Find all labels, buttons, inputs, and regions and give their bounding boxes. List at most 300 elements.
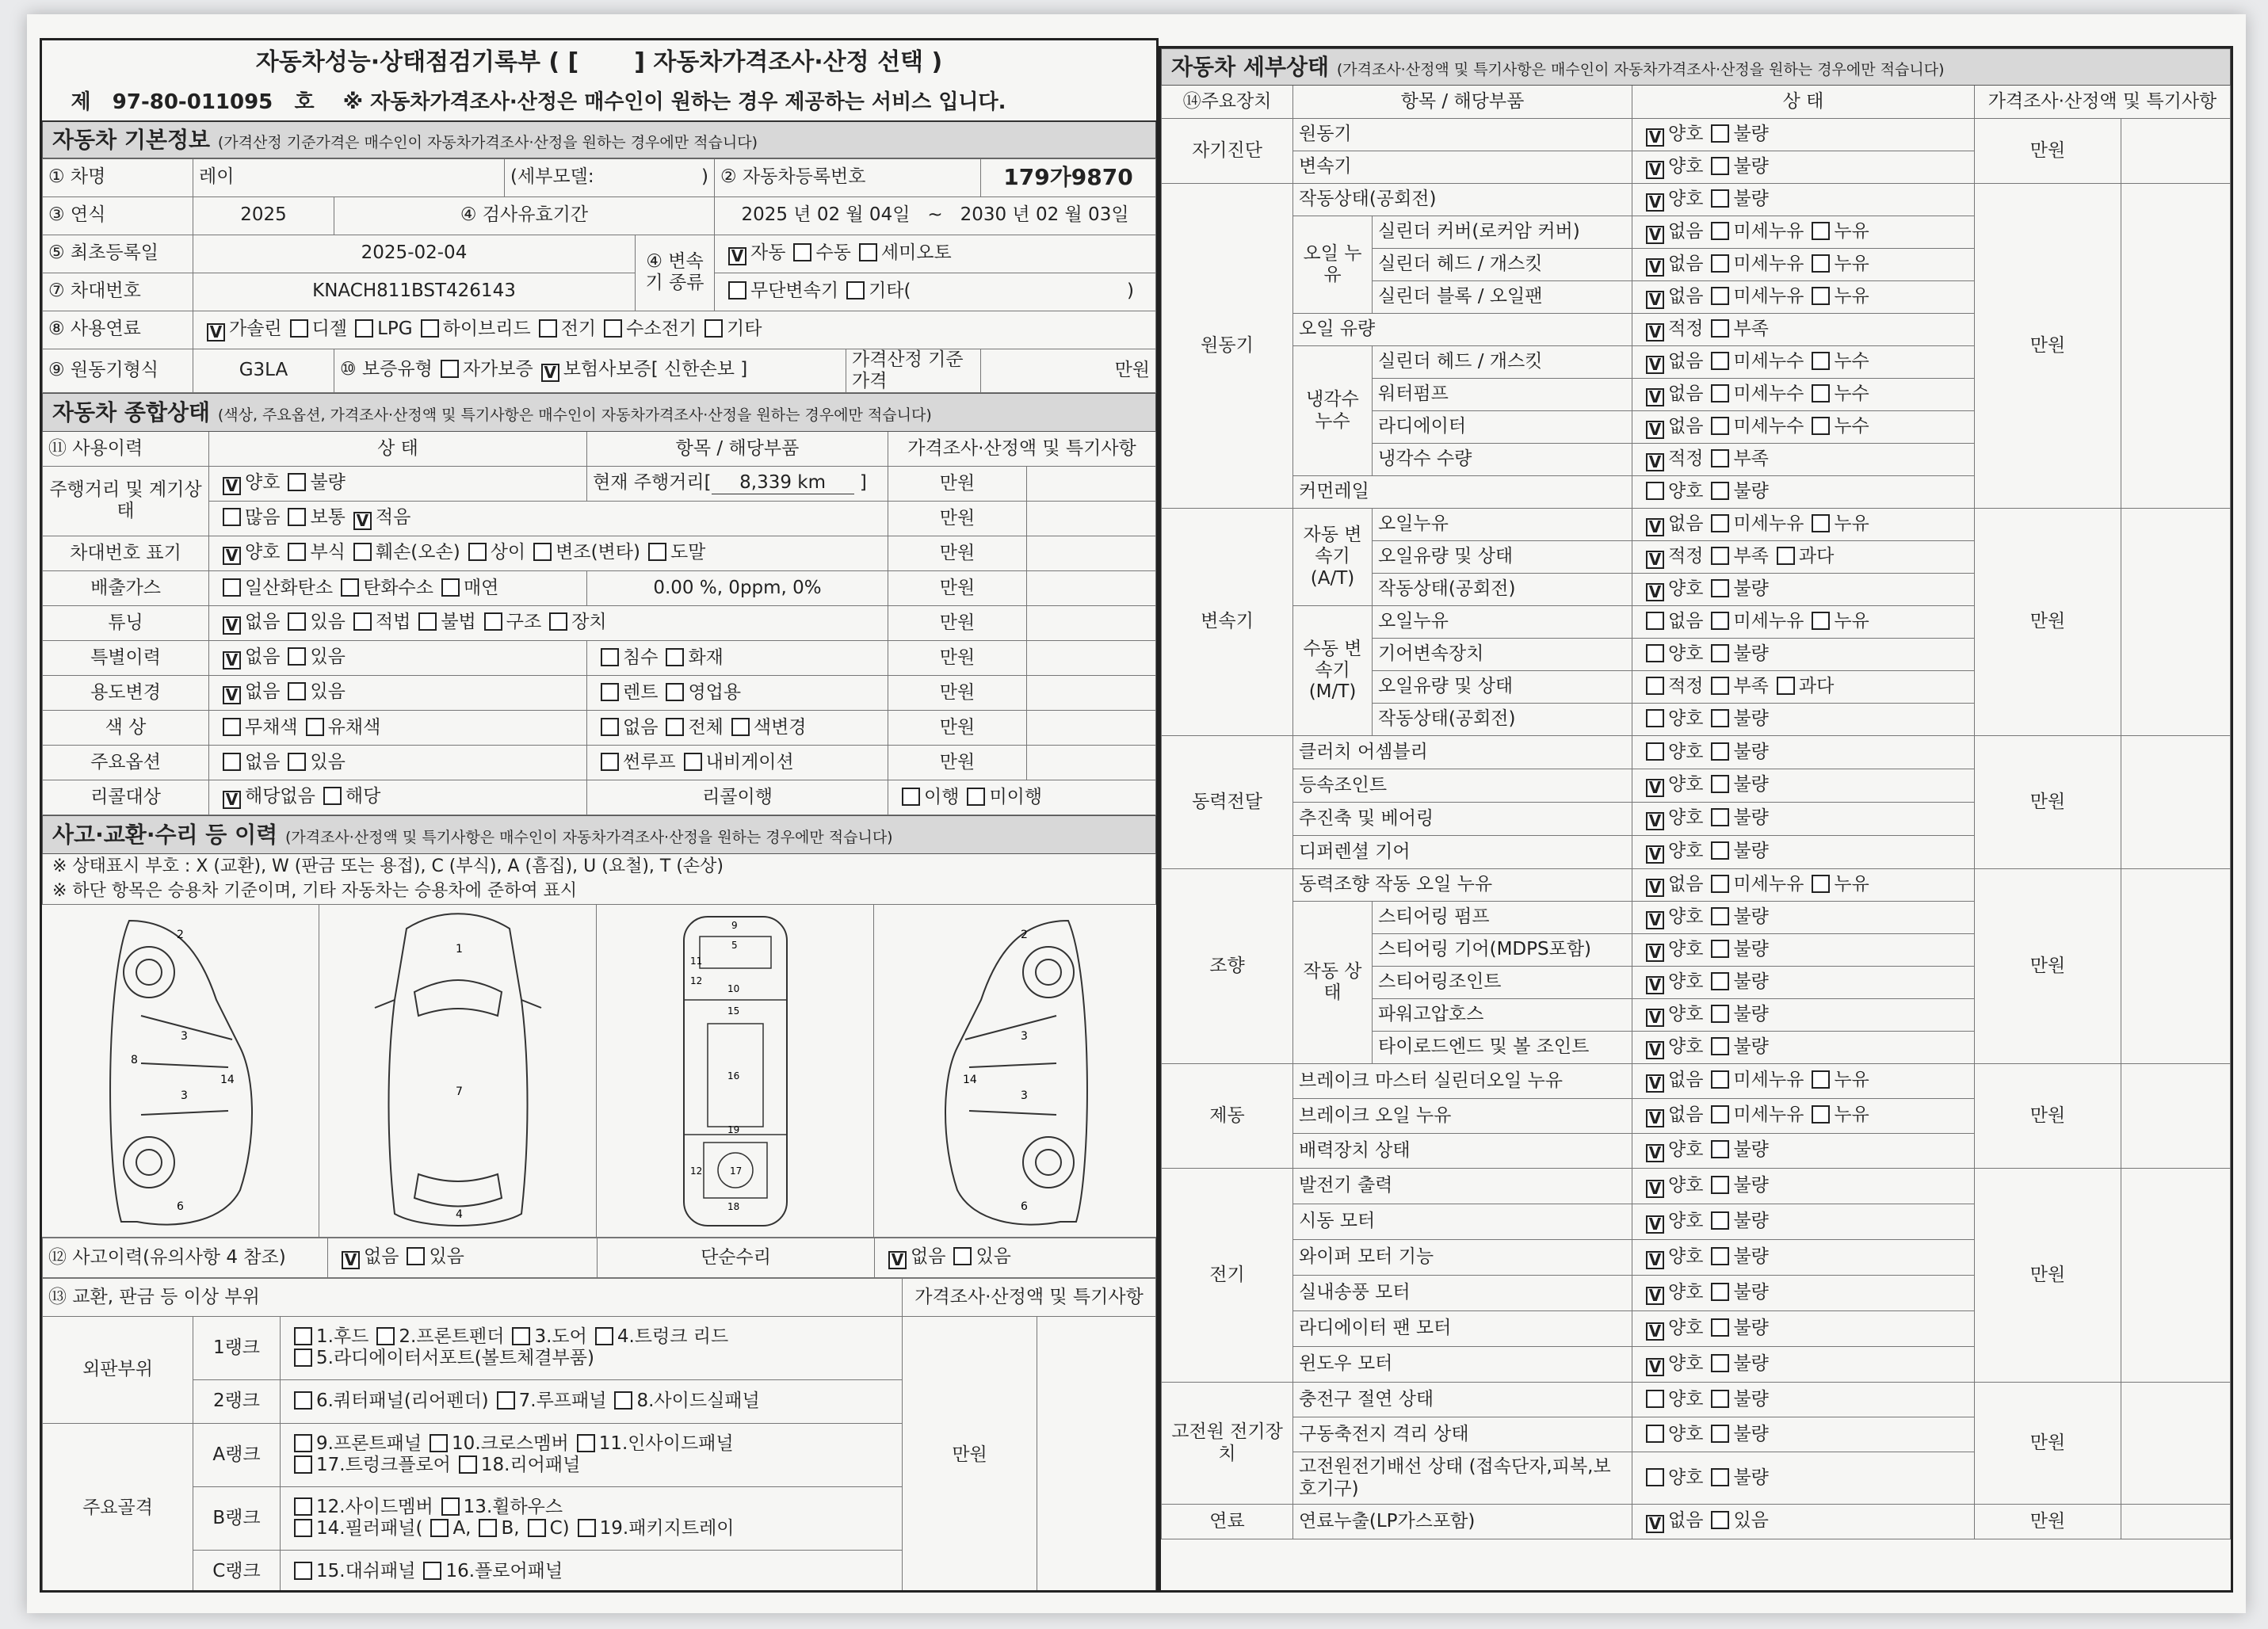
option-label: 없음	[1668, 285, 1704, 307]
option-label: 가솔린	[229, 318, 282, 339]
checkbox[interactable]	[1711, 1318, 1729, 1337]
option	[1638, 906, 1703, 927]
option-label: 부족	[1733, 545, 1769, 567]
checkbox[interactable]	[294, 1562, 312, 1580]
checkbox[interactable]: V	[1646, 879, 1664, 897]
option	[1703, 1389, 1768, 1410]
detail-status	[1632, 379, 1975, 411]
checkbox[interactable]	[1812, 254, 1830, 273]
checkbox[interactable]	[1711, 124, 1729, 143]
checkbox[interactable]	[1711, 1468, 1729, 1486]
checkbox[interactable]	[1812, 384, 1830, 402]
checkbox[interactable]: V	[1646, 1180, 1664, 1198]
checkbox[interactable]: V	[223, 791, 241, 809]
checkbox[interactable]	[1646, 1425, 1664, 1443]
steering-op-label: 작동 상태	[1293, 902, 1373, 1064]
option	[676, 752, 794, 773]
detail-status	[1632, 1032, 1975, 1064]
checkbox[interactable]	[1711, 1105, 1729, 1124]
option	[280, 542, 345, 563]
checkbox[interactable]	[1711, 352, 1729, 370]
checkbox[interactable]	[512, 1327, 530, 1345]
checkbox[interactable]	[1711, 1140, 1729, 1158]
checkbox[interactable]	[294, 1349, 312, 1367]
option-label: 없음	[911, 1246, 946, 1267]
option-label: 없음	[245, 681, 281, 702]
checkbox[interactable]: V	[1646, 258, 1664, 277]
checkbox[interactable]	[497, 1391, 515, 1410]
checkbox[interactable]	[353, 612, 372, 631]
vin-mark-opts	[209, 536, 888, 570]
checkbox[interactable]: V	[1646, 1009, 1664, 1027]
checkbox[interactable]: V	[1646, 193, 1664, 212]
checkbox[interactable]: V	[1646, 583, 1664, 601]
detail-price-unit: 만원	[1975, 1383, 2121, 1505]
option	[1638, 1210, 1704, 1234]
checkbox[interactable]	[418, 612, 437, 631]
checkbox[interactable]	[578, 1519, 596, 1537]
checkbox[interactable]	[1711, 742, 1729, 761]
checkbox[interactable]	[577, 1434, 595, 1452]
option-label: 양호	[1668, 807, 1704, 828]
checkbox[interactable]	[601, 648, 619, 666]
checkbox[interactable]	[846, 281, 865, 299]
detail-item: 타이로드엔드 및 볼 조인트	[1373, 1032, 1632, 1064]
checkbox[interactable]	[1711, 612, 1729, 630]
checkbox[interactable]	[459, 1455, 477, 1474]
checkbox[interactable]	[684, 753, 702, 771]
checkbox[interactable]	[1711, 482, 1729, 500]
checkbox[interactable]	[288, 647, 306, 666]
checkbox[interactable]	[223, 718, 241, 736]
num-label: 10	[727, 982, 740, 994]
option-label: 탄화수소	[363, 577, 433, 598]
checkbox[interactable]: V	[223, 616, 241, 635]
fuel-options	[193, 311, 1156, 349]
checkbox[interactable]	[441, 1497, 460, 1516]
checkbox[interactable]: V	[1646, 1322, 1664, 1341]
checkbox[interactable]	[430, 1434, 448, 1452]
checkbox[interactable]	[1646, 1390, 1664, 1408]
checkbox[interactable]: V	[728, 247, 746, 265]
checkbox[interactable]	[1646, 482, 1664, 500]
checkbox[interactable]	[1711, 1005, 1729, 1023]
option-label: 자가보증	[462, 359, 533, 380]
option-label: 없음	[1668, 383, 1704, 404]
checkbox[interactable]	[294, 1455, 312, 1474]
checkbox[interactable]: V	[1646, 161, 1664, 179]
option	[1703, 1424, 1768, 1444]
option-label: 있음	[429, 1246, 464, 1267]
option-label: 불량	[1733, 1174, 1769, 1196]
checkbox[interactable]	[1646, 742, 1664, 761]
option-label: 누유	[1834, 253, 1869, 274]
checkbox[interactable]	[595, 1327, 613, 1345]
option	[346, 507, 410, 528]
option	[720, 280, 838, 301]
checkbox[interactable]	[1711, 417, 1729, 435]
rankA-label: A랭크	[193, 1423, 281, 1486]
option-label: 양호	[1668, 188, 1704, 209]
checkbox[interactable]	[1711, 514, 1729, 532]
checkbox[interactable]	[223, 578, 241, 597]
special-history-label: 특별이력	[43, 640, 209, 675]
base-price-unit: 만원	[981, 349, 1156, 392]
option-label: 12.사이드멤버	[316, 1497, 433, 1518]
option	[489, 1391, 607, 1411]
detail-status	[1632, 216, 1975, 249]
checkbox[interactable]: V	[1646, 845, 1664, 864]
checkbox[interactable]	[288, 612, 306, 631]
checkbox[interactable]	[1711, 1511, 1729, 1529]
checkbox[interactable]	[1812, 875, 1830, 893]
checkbox[interactable]	[288, 473, 306, 491]
checkbox[interactable]	[1777, 547, 1795, 565]
detail-item: 스티어링 펌프	[1373, 902, 1632, 934]
option	[1638, 1353, 1703, 1374]
num-label: 7	[456, 1085, 463, 1098]
option-label: 훼손(오손)	[375, 541, 460, 563]
checkbox[interactable]	[1711, 907, 1729, 925]
checkbox[interactable]: V	[888, 1251, 907, 1269]
detail-status	[1632, 769, 1975, 803]
option-label: 불량	[1733, 708, 1769, 730]
checkbox[interactable]	[953, 1247, 972, 1265]
option-label: 양호	[1668, 774, 1704, 795]
checkbox[interactable]	[423, 1562, 441, 1580]
checkbox[interactable]	[1812, 417, 1830, 435]
checkbox[interactable]	[1711, 547, 1729, 565]
checkbox[interactable]	[902, 788, 920, 806]
checkbox[interactable]	[1646, 612, 1664, 630]
checkbox[interactable]	[1711, 1390, 1729, 1408]
checkbox[interactable]	[468, 543, 487, 561]
detail-status	[1632, 671, 1975, 704]
checkbox[interactable]: V	[223, 686, 241, 704]
detail-status	[1632, 934, 1975, 967]
checkbox[interactable]	[1711, 1070, 1729, 1089]
checkbox[interactable]	[341, 578, 359, 597]
price-unit-mileage: 만원	[888, 466, 1027, 501]
option-label: 불량	[1733, 155, 1769, 177]
option	[724, 717, 807, 738]
checkbox[interactable]	[1812, 514, 1830, 532]
option	[1638, 643, 1703, 664]
checkbox[interactable]	[1711, 449, 1729, 467]
option-label: 8.사이드실패널	[636, 1391, 760, 1412]
checkbox[interactable]	[704, 319, 723, 338]
checkbox[interactable]: V	[1646, 1109, 1664, 1127]
option	[1638, 1467, 1703, 1488]
option-label: 화재	[688, 647, 724, 668]
checkbox[interactable]	[1646, 677, 1664, 695]
option-label: 색변경	[753, 716, 807, 738]
detail-price-unit: 만원	[1975, 1064, 2121, 1169]
checkbox[interactable]	[601, 718, 619, 736]
col-item: 항목 / 해당부품	[587, 431, 888, 466]
checkbox[interactable]: V	[1646, 518, 1664, 536]
checkbox[interactable]: V	[1646, 421, 1664, 439]
option	[593, 682, 658, 703]
option	[347, 319, 413, 339]
checkbox[interactable]: V	[1646, 1251, 1664, 1269]
option	[334, 1246, 399, 1267]
checkbox[interactable]	[1711, 579, 1729, 597]
checkbox[interactable]: V	[1646, 388, 1664, 406]
checkbox[interactable]	[1711, 940, 1729, 958]
checkbox[interactable]	[353, 543, 372, 561]
checkbox[interactable]	[614, 1391, 632, 1410]
option	[433, 359, 533, 380]
checkbox[interactable]: V	[1646, 911, 1664, 929]
checkbox[interactable]	[430, 1519, 449, 1537]
num-label: 6	[177, 1200, 184, 1213]
price-unit-color: 만원	[888, 710, 1027, 745]
detail-status	[1632, 314, 1975, 346]
title-part1: 자동차성능·상태점검기록부 ( [	[255, 48, 579, 77]
checkbox[interactable]	[1711, 1283, 1729, 1301]
checkbox[interactable]	[1711, 384, 1729, 402]
checkbox[interactable]	[1646, 709, 1664, 727]
checkbox[interactable]	[323, 787, 342, 805]
detail-status	[1632, 476, 1975, 509]
valid-from: 2025 년 02 월 04일	[741, 204, 911, 226]
checkbox[interactable]	[407, 1247, 425, 1265]
option	[422, 1433, 569, 1454]
option	[1638, 676, 1703, 696]
option	[1638, 841, 1704, 864]
checkbox[interactable]	[601, 683, 619, 701]
checkbox[interactable]	[294, 1519, 312, 1537]
option	[1703, 221, 1804, 242]
checkbox[interactable]	[1812, 612, 1830, 630]
checkbox[interactable]	[528, 1519, 546, 1537]
checkbox[interactable]	[294, 1391, 312, 1410]
option-label: 미세누수	[1733, 383, 1804, 404]
detail-item: 워터펌프	[1373, 379, 1632, 411]
checkbox[interactable]: V	[342, 1251, 360, 1269]
num-label: 3	[181, 1089, 188, 1102]
number-prefix: 제	[71, 90, 91, 115]
checkbox[interactable]	[376, 1327, 395, 1345]
checkbox[interactable]: V	[1646, 1074, 1664, 1093]
checkbox[interactable]	[1812, 352, 1830, 370]
checkbox[interactable]: V	[1646, 812, 1664, 830]
price-unit-mileage-2: 만원	[888, 501, 1027, 536]
checkbox[interactable]: V	[1646, 1515, 1664, 1533]
checkbox[interactable]	[294, 1497, 312, 1516]
car-top-diagram	[319, 905, 597, 1238]
option	[1638, 188, 1704, 212]
checkbox[interactable]	[288, 682, 306, 700]
checkbox[interactable]	[1711, 254, 1729, 273]
checkbox[interactable]	[1711, 222, 1729, 240]
checkbox[interactable]	[1711, 1354, 1729, 1372]
detail-status	[1632, 1240, 1975, 1276]
checkbox[interactable]	[355, 319, 373, 338]
overall-header-note: (색상, 주요옵션, 가격조사·산정액 및 특기사항은 매수인이 자동차가격조사·산정을 원하는 경우에만 적습니다)	[217, 406, 932, 424]
option	[1804, 286, 1869, 307]
checkbox[interactable]	[728, 281, 746, 299]
checkbox[interactable]	[666, 718, 684, 736]
checkbox[interactable]	[1711, 775, 1729, 793]
checkbox[interactable]: V	[1646, 323, 1664, 341]
option-label: 7.루프패널	[518, 1391, 607, 1412]
checkbox[interactable]: V	[1646, 1215, 1664, 1234]
basic-header-note: (가격산정 기준가격은 매수인이 자동차가격조사·산정을 원하는 경우에만 적습니다)	[217, 133, 758, 151]
option	[959, 787, 1042, 807]
checkbox[interactable]	[441, 578, 460, 597]
checkbox[interactable]: V	[223, 651, 241, 670]
option	[1769, 546, 1834, 567]
option-label: 불량	[1733, 481, 1769, 502]
checkbox[interactable]	[1711, 677, 1729, 695]
checkbox[interactable]	[294, 1434, 312, 1452]
checkbox[interactable]: V	[1646, 356, 1664, 374]
option	[315, 786, 380, 807]
num-label: 16	[727, 1070, 740, 1082]
checkbox[interactable]	[666, 648, 684, 666]
checkbox[interactable]	[601, 753, 619, 771]
checkbox[interactable]	[1812, 1070, 1830, 1089]
option	[460, 542, 525, 563]
checkbox[interactable]	[1711, 841, 1729, 860]
checkbox[interactable]	[1711, 1211, 1729, 1230]
checkbox[interactable]	[666, 683, 684, 701]
option	[215, 717, 298, 738]
rank2-items	[281, 1379, 903, 1423]
option	[333, 578, 433, 598]
checkbox[interactable]: V	[541, 364, 559, 382]
checkbox[interactable]	[539, 319, 557, 338]
num-label: 12	[690, 1165, 703, 1177]
checkbox[interactable]	[1777, 677, 1795, 695]
option	[1703, 676, 1768, 696]
checkbox[interactable]	[1711, 157, 1729, 175]
checkbox[interactable]: V	[1646, 551, 1664, 569]
checkbox[interactable]	[294, 1327, 312, 1345]
checkbox[interactable]	[1711, 1176, 1729, 1194]
option	[1703, 841, 1768, 861]
checkbox[interactable]	[479, 1519, 497, 1537]
checkbox[interactable]: V	[1646, 1287, 1664, 1305]
checkbox[interactable]	[290, 319, 308, 338]
checkbox[interactable]	[484, 612, 502, 631]
checkbox[interactable]	[1711, 287, 1729, 305]
option-label: 양호	[1668, 643, 1704, 665]
checkbox[interactable]: V	[1646, 944, 1664, 962]
option	[1703, 189, 1768, 209]
option	[1638, 319, 1703, 339]
checkbox[interactable]	[793, 243, 811, 261]
num-label: 12	[690, 975, 703, 986]
exchange-label: ⑬ 교환, 판금 등 이상 부위	[43, 1278, 903, 1316]
checkbox[interactable]	[1812, 287, 1830, 305]
checkbox[interactable]	[533, 543, 552, 561]
checkbox[interactable]: V	[1646, 1041, 1664, 1059]
checkbox[interactable]: V	[223, 477, 241, 495]
checkbox[interactable]	[1646, 644, 1664, 662]
checkbox[interactable]	[306, 718, 324, 736]
checkbox[interactable]: V	[1646, 1144, 1664, 1162]
checkbox[interactable]	[1711, 319, 1729, 338]
checkbox[interactable]	[731, 718, 750, 736]
option-label: 불량	[1733, 643, 1769, 665]
num-label: 6	[1021, 1200, 1028, 1213]
option-label: 불량	[1733, 1246, 1769, 1267]
checkbox[interactable]: V	[223, 547, 241, 565]
option	[1703, 156, 1768, 177]
checkbox[interactable]	[441, 360, 459, 378]
checkbox[interactable]	[1711, 1247, 1729, 1265]
checkbox[interactable]	[288, 543, 306, 561]
checkbox[interactable]	[549, 612, 567, 631]
detail-status	[1632, 1417, 1975, 1452]
checkbox[interactable]: V	[1646, 453, 1664, 471]
checkbox[interactable]	[1711, 808, 1729, 826]
checkbox[interactable]: V	[1646, 976, 1664, 994]
coolant-leak-label: 냉각수 누수	[1293, 346, 1373, 476]
option	[1703, 708, 1768, 729]
checkbox[interactable]	[1812, 1105, 1830, 1124]
option-label: 양호	[1668, 123, 1704, 144]
checkbox[interactable]	[223, 753, 241, 771]
checkbox[interactable]: V	[207, 323, 225, 341]
checkbox[interactable]	[1711, 1425, 1729, 1443]
checkbox[interactable]: V	[1646, 1358, 1664, 1376]
checkbox[interactable]	[1711, 644, 1729, 662]
detail-item: 추진축 및 베어링	[1293, 803, 1632, 836]
price-unit-emission: 만원	[888, 570, 1027, 605]
checkbox[interactable]	[1711, 189, 1729, 208]
option	[1638, 481, 1703, 502]
checkbox[interactable]	[288, 508, 306, 526]
detail-price-unit: 만원	[1975, 184, 2121, 509]
option	[413, 319, 531, 339]
option-label: 불량	[1733, 971, 1769, 992]
option-label: 적법	[375, 611, 411, 632]
checkbox[interactable]: V	[1646, 779, 1664, 797]
checkbox[interactable]	[288, 753, 306, 771]
number-suffix: 호	[294, 90, 315, 115]
emission-opts	[209, 570, 587, 605]
checkbox[interactable]	[421, 319, 439, 338]
checkbox[interactable]	[223, 508, 241, 526]
checkbox[interactable]	[1711, 875, 1729, 893]
option	[410, 612, 475, 632]
num-label: 5	[731, 939, 738, 951]
checkbox[interactable]	[1711, 972, 1729, 990]
checkbox[interactable]: V	[1646, 128, 1664, 147]
option	[215, 786, 315, 807]
checkbox[interactable]	[859, 243, 877, 261]
accident-history-label: ⑫ 사고이력(유의사항 4 참조)	[43, 1238, 328, 1277]
checkbox[interactable]: V	[1646, 291, 1664, 309]
checkbox[interactable]	[1711, 1037, 1729, 1055]
option	[215, 611, 281, 635]
checkbox[interactable]: V	[1646, 226, 1664, 244]
checkbox[interactable]	[604, 319, 622, 338]
checkbox[interactable]: V	[353, 512, 372, 530]
checkbox[interactable]	[1711, 709, 1729, 727]
num-label: 2	[1021, 928, 1028, 941]
checkbox[interactable]	[1646, 1468, 1664, 1486]
checkbox[interactable]	[648, 543, 666, 561]
detail-price-unit: 만원	[1975, 1169, 2121, 1383]
checkbox[interactable]	[1812, 222, 1830, 240]
checkbox[interactable]	[967, 788, 985, 806]
num-label: 17	[730, 1165, 743, 1177]
